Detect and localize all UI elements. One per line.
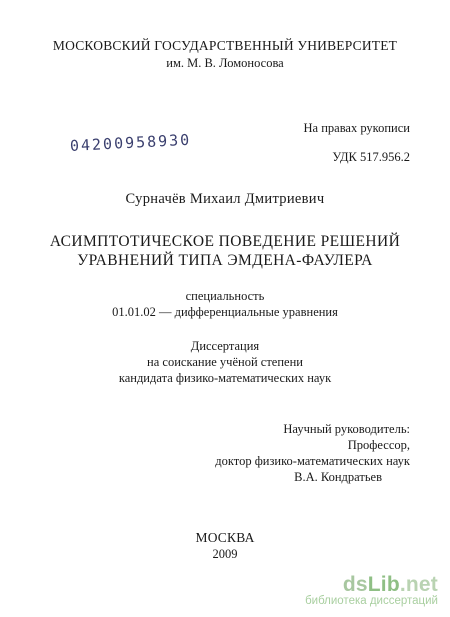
supervisor-label: Научный руководитель: (283, 422, 410, 436)
university-named-after: им. М. В. Ломоносова (166, 56, 284, 70)
manuscript-note: На правах рукописи (303, 121, 410, 135)
supervisor-degree: доктор физико-математических наук (215, 454, 410, 468)
thesis-degree-field: кандидата физико-математических наук (118, 371, 332, 385)
specialty-code: 01.01.02 — дифференциальные уравнения (112, 305, 338, 319)
thesis-title-line-1: АСИМПТОТИЧЕСКОЕ ПОВЕДЕНИЕ РЕШЕНИЙ (49, 233, 401, 250)
city: МОСКВА (195, 530, 255, 545)
thesis-title-line-2: УРАВНЕНИЙ ТИПА ЭМДЕНА-ФАУЛЕРА (77, 252, 373, 269)
supervisor-name: В.А. Кондратьев (294, 470, 382, 484)
author-name: Сурначёв Михаил Дмитриевич (125, 191, 325, 207)
udc-code: УДК 517.956.2 (332, 150, 410, 164)
university-name: МОСКОВСКИЙ ГОСУДАРСТВЕННЫЙ УНИВЕРСИТЕТ (52, 38, 398, 53)
handwritten-registration-number: 04200958930 (69, 130, 192, 155)
specialty-label: специальность (185, 289, 265, 303)
thesis-type: Диссертация (190, 339, 260, 353)
dslib-subtitle: библиотека диссертаций (305, 595, 438, 607)
supervisor-position: Профессор, (347, 438, 410, 452)
dslib-logo: dsLib.net (342, 573, 438, 596)
dslib-watermark (305, 573, 438, 607)
year: 2009 (212, 547, 238, 561)
thesis-degree-line: на соискание учёной степени (147, 355, 303, 369)
